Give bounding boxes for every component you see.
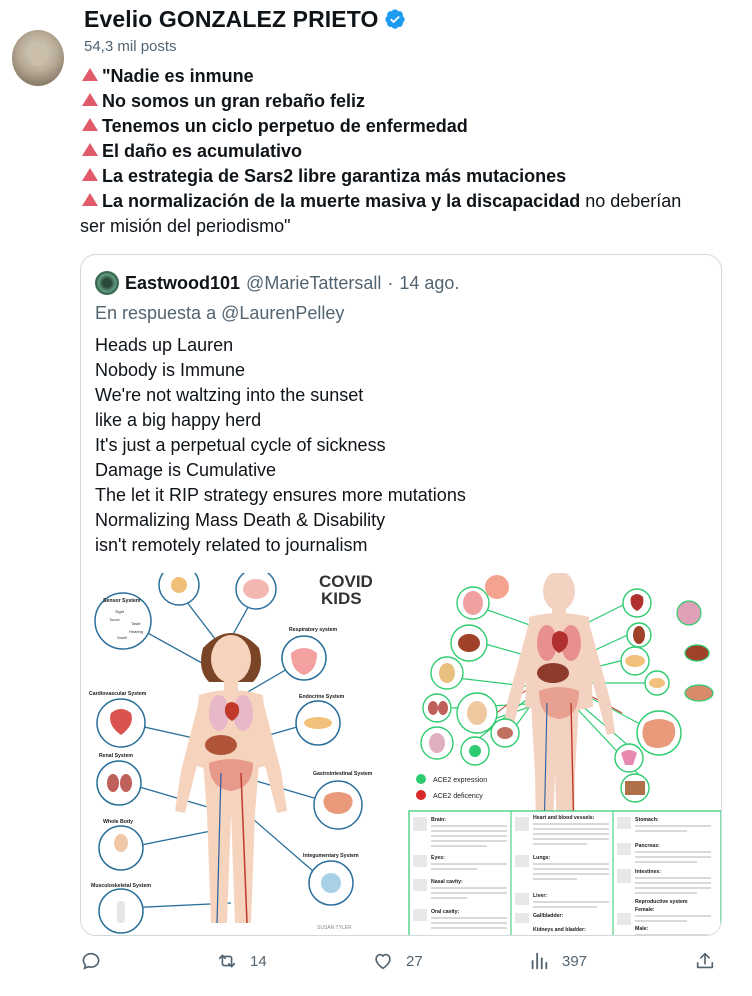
quoted-line: The let it RIP strategy ensures more mutations: [95, 485, 466, 505]
label-musculoskeletal: Musculoskeletal System: [91, 883, 151, 889]
svg-text:Heart and blood vessels:: Heart and blood vessels:: [533, 815, 595, 821]
svg-text:Smell: Smell: [117, 635, 128, 640]
quoted-line: Heads up Lauren: [95, 335, 234, 355]
like-button[interactable]: [372, 950, 423, 972]
verified-badge-icon: [384, 8, 406, 30]
quoted-post[interactable]: [80, 254, 722, 936]
reply-button[interactable]: [80, 950, 114, 972]
covid-kids-infographic: [81, 573, 407, 936]
red-triangle-icon: [82, 93, 98, 106]
label-endocrine: Endocrine System: [299, 694, 345, 700]
svg-text:Stomach:: Stomach:: [635, 817, 659, 823]
ace2-info-table: [409, 811, 721, 936]
svg-text:Intestines:: Intestines:: [635, 869, 661, 875]
quoted-post-text: [95, 333, 466, 558]
share-button[interactable]: [694, 950, 716, 972]
svg-text:Kidneys and bladder:: Kidneys and bladder:: [533, 927, 586, 933]
infographic-credit: SUSAN TYLER: [317, 925, 352, 931]
post-header: [84, 4, 406, 55]
quoted-line: It's just a perpetual cycle of sickness: [95, 435, 386, 455]
quoted-author-avatar[interactable]: [95, 271, 119, 295]
quoted-line: Damage is Cumulative: [95, 460, 277, 480]
views-chart-icon: [528, 950, 550, 972]
author-avatar[interactable]: [12, 30, 64, 86]
repost-count: 14: [250, 952, 267, 970]
action-bar: [80, 950, 720, 980]
repost-icon: [216, 950, 238, 972]
media-image-ace2[interactable]: [407, 573, 722, 936]
tweet-line: El daño es acumulativo: [80, 139, 730, 164]
views-count: 397: [562, 952, 588, 970]
media-gallery: [81, 573, 722, 936]
svg-text:Reproductive system: Reproductive system: [635, 899, 688, 905]
quoted-author-handle[interactable]: @MarieTattersall: [246, 272, 382, 293]
svg-text:Nasal cavity:: Nasal cavity:: [431, 879, 463, 885]
svg-text:KIDS: KIDS: [321, 589, 362, 608]
quoted-author-name[interactable]: Eastwood101: [125, 272, 241, 293]
label-sensor-system: Sensor System: [103, 598, 141, 604]
quoted-post-date[interactable]: 14 ago.: [399, 272, 460, 293]
red-triangle-icon: [82, 143, 98, 156]
repost-button[interactable]: [216, 950, 267, 972]
tweet-line: "Nadie es inmune: [80, 64, 730, 89]
label-gastrointestinal: Gastrointestinal System: [313, 771, 373, 777]
reply-icon: [80, 950, 102, 972]
tweet-line: No somos un gran rebaño feliz: [80, 89, 730, 114]
separator-dot: ·: [387, 272, 394, 293]
like-count: 27: [406, 952, 423, 970]
label-renal: Renal System: [99, 753, 134, 759]
quoted-line: Normalizing Mass Death & Disability: [95, 510, 386, 530]
svg-text:Lungs:: Lungs:: [533, 855, 551, 861]
quoted-post-header: [95, 271, 459, 295]
share-icon: [694, 950, 716, 972]
covid-kids-logo: COVID: [319, 573, 373, 591]
svg-text:Male:: Male:: [635, 926, 649, 932]
tweet-text: [80, 64, 730, 239]
tweet-line: La normalización de la muerte masiva y la discapacidad no deberían: [80, 189, 730, 214]
reply-context: En respuesta a @LaurenPelley: [95, 303, 345, 323]
svg-text:Brain:: Brain:: [431, 817, 446, 823]
quoted-line: We're not waltzing into the sunset: [95, 385, 364, 405]
tweet-line: Tenemos un ciclo perpetuo de enfermedad: [80, 114, 730, 139]
svg-text:Female:: Female:: [635, 907, 655, 913]
media-image-covid-kids[interactable]: [81, 573, 407, 936]
quoted-line: Nobody is Immune: [95, 360, 246, 380]
label-whole-body: Whole Body: [103, 819, 133, 825]
svg-text:Eyes:: Eyes:: [431, 855, 445, 861]
red-triangle-icon: [82, 118, 98, 131]
views-button[interactable]: [528, 950, 587, 972]
label-integumentary: Integumentary System: [303, 853, 359, 859]
svg-text:Oral cavity:: Oral cavity:: [431, 909, 460, 915]
legend-ace2-deficency: ACE2 deficency: [433, 793, 483, 800]
red-triangle-icon: [82, 68, 98, 81]
svg-text:Liver:: Liver:: [533, 893, 548, 899]
label-cardiovascular: Cardiovascular System: [89, 691, 147, 697]
tweet-line: La estrategia de Sars2 libre garantiza más mutaciones: [80, 164, 730, 189]
author-name[interactable]: Evelio GONZALEZ PRIETO: [84, 5, 379, 32]
quoted-line: like a big happy herd: [95, 410, 262, 430]
quoted-line: isn't remotely related to journalism: [95, 535, 368, 555]
heart-icon: [372, 950, 394, 972]
ace2-diagram: [407, 573, 722, 936]
label-respiratory: Respiratory system: [289, 627, 338, 633]
child-figure: [175, 633, 287, 923]
svg-text:Pancreas:: Pancreas:: [635, 843, 660, 849]
red-triangle-icon: [82, 193, 98, 206]
legend-green-dot: [416, 774, 426, 784]
tweet-line: ser misión del periodismo": [80, 216, 291, 236]
legend-ace2-expression: ACE2 expression: [433, 777, 488, 784]
svg-text:Hearing: Hearing: [129, 629, 144, 634]
svg-text:Taste: Taste: [131, 621, 141, 626]
svg-text:Gallbladder:: Gallbladder:: [533, 913, 564, 919]
svg-text:Touch: Touch: [109, 617, 120, 622]
svg-text:Sight: Sight: [115, 609, 125, 614]
legend-red-dot: [416, 790, 426, 800]
red-triangle-icon: [82, 168, 98, 181]
post-count: 54,3 mil posts: [84, 38, 177, 55]
